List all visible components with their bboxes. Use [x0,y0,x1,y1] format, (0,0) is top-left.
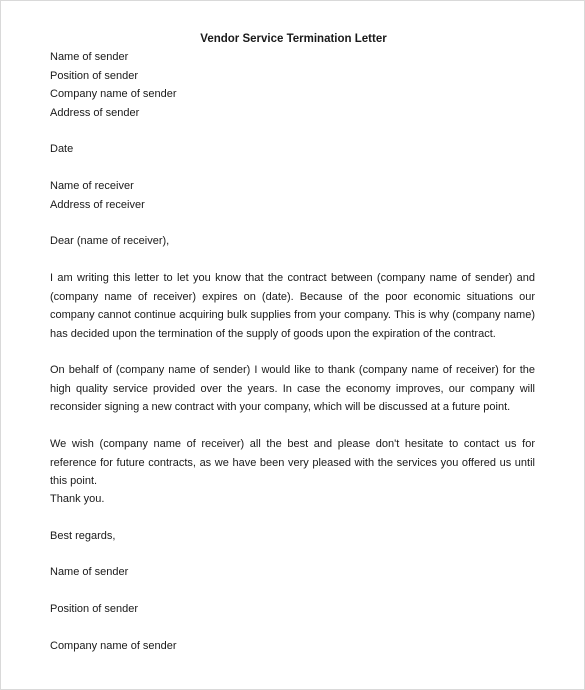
signature-position: Position of sender [50,603,139,615]
thanks-line: Thank you. [50,493,105,505]
letter-date: Date [50,143,74,155]
letter-title: Vendor Service Termination Letter [200,33,387,45]
receiver-block [50,177,535,214]
body-paragraph-3: We wish (company name of receiver) all the best and please don't hesitate to contact us for reference for future contracts, as we have been very pleased with the services you offered us until this point. [50,438,535,487]
closing-line: Best regards, [50,530,116,542]
receiver-name: Name of receiver [50,180,134,192]
salutation: Dear (name of receiver), [50,235,170,247]
receiver-address: Address of receiver [50,198,145,211]
sender-address: Address of sender [50,106,140,119]
sender-block [50,48,535,122]
signature-company: Company name of sender [50,640,177,652]
signature-name: Name of sender [50,566,129,578]
body-paragraph-2: On behalf of (company name of sender) I would like to thank (company name of receiver) for the high quality service provided over the years. In case the economy improves, our company will reconsider signing a new contract with your company, which will be discussed at a future point. [50,364,535,413]
sender-company: Company name of sender [50,88,177,100]
sender-position: Position of sender [50,69,139,82]
sender-name: Name of sender [50,51,129,63]
body-paragraph-1: I am writing this letter to let you know that the contract between (company name of sender) and (company name of receiver) expires on (date). Because of the poor economic situations our company cannot continue acquiring bulk supplies from your company. This is why (company name) has decided upon the termination of the supply of goods upon the expiration of the contract. [50,272,535,340]
